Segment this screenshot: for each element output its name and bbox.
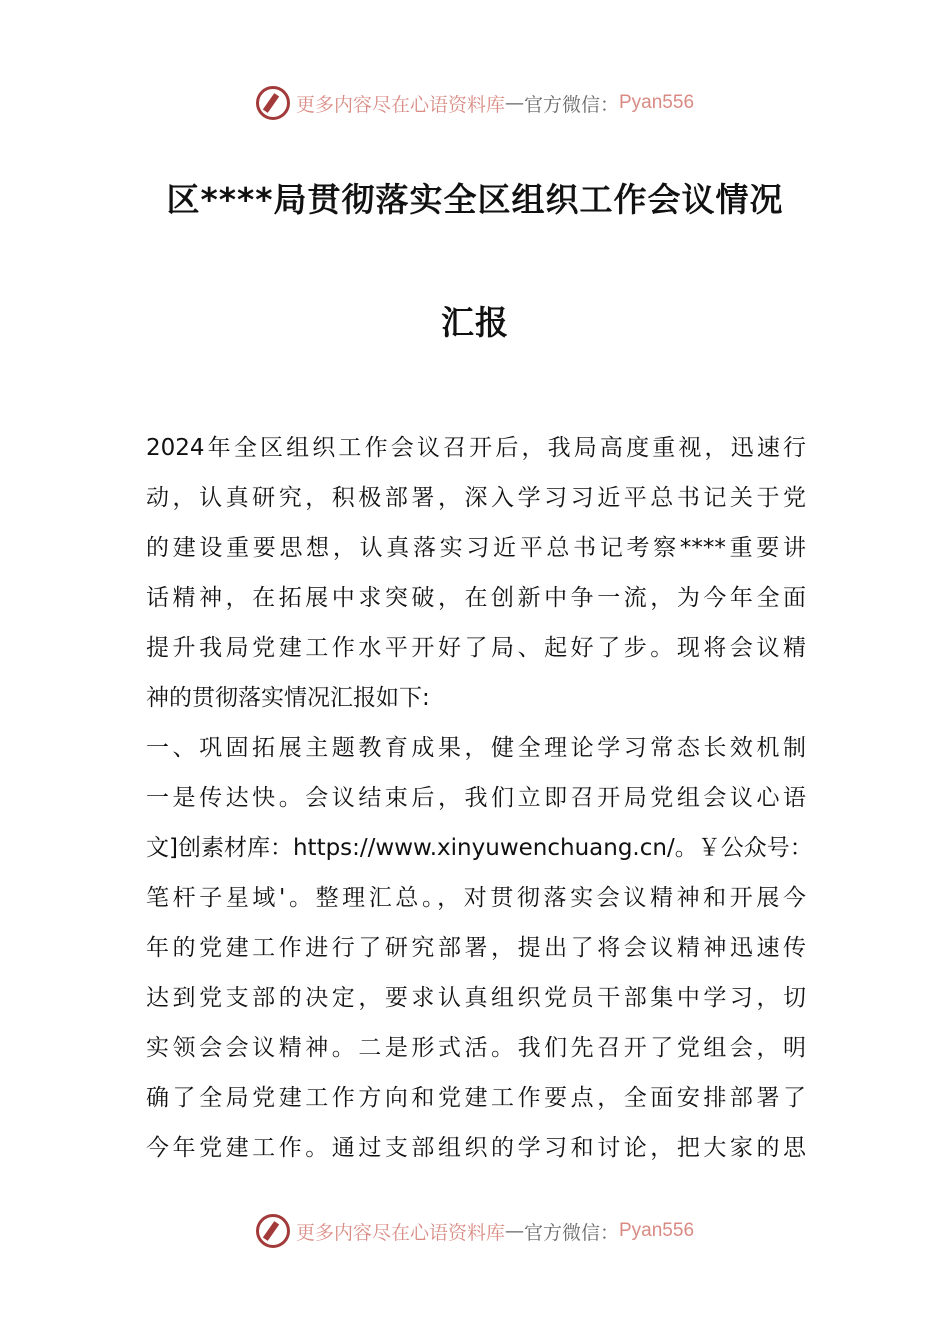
body-line: 的建设重要思想，认真落实习近平总书记考察****重要讲 xyxy=(146,535,806,561)
body-line: 今年党建工作。通过支部组织的学习和讨论，把大家的思 xyxy=(146,1135,806,1161)
body-line: 神的贯彻落实情况汇报如下: xyxy=(146,685,430,711)
watermark-wechat-id: Pyan556 xyxy=(619,92,695,113)
watermark-wechat-label: 官方微信： xyxy=(523,1221,619,1244)
pen-logo-icon xyxy=(256,86,290,120)
body-line: 动，认真研究，积极部署，深入学习习近平总书记关于党 xyxy=(146,485,806,511)
document-title: 区****局贯彻落实全区组织工作会议情况 xyxy=(166,180,784,219)
body-line: 达到党支部的决定，要求认真组织党员干部集中学习，切 xyxy=(146,985,806,1011)
body-line: 笔杆子星域'。整理汇总。，对贯彻落实会议精神和开展今 xyxy=(146,885,806,911)
watermark-wechat-label: 官方微信： xyxy=(523,93,619,116)
document-title-line2: 汇报 xyxy=(441,303,509,342)
watermark-site: 更多内容尽在心语资料库 xyxy=(295,1221,505,1244)
pen-logo-icon xyxy=(256,1214,290,1248)
body-line: 2024年全区组织工作会议召开后，我局高度重视，迅速行 xyxy=(146,435,806,461)
body-line: 文]创素材库：https://www.xinyuwenchuang.cn/。￥公众号： xyxy=(146,835,813,861)
section-heading: 一、巩固拓展主题教育成果，健全理论学习常态长效机制 xyxy=(146,735,806,761)
header-watermark xyxy=(0,83,950,123)
body-line: 提升我局党建工作水平开好了局、起好了步。现将会议精 xyxy=(146,635,806,661)
document-body xyxy=(146,428,813,1178)
watermark-wechat-id: Pyan556 xyxy=(619,1220,695,1241)
watermark-separator: — xyxy=(504,1220,524,1242)
footer-watermark xyxy=(0,1211,950,1251)
body-line: 一是传达快。会议结束后，我们立即召开局党组会议心语 xyxy=(146,785,806,811)
body-line: 确了全局党建工作方向和党建工作要点，全面安排部署了 xyxy=(146,1085,806,1111)
watermark-site: 更多内容尽在心语资料库 xyxy=(295,93,505,116)
body-line: 年的党建工作进行了研究部署，提出了将会议精神迅速传 xyxy=(146,935,806,961)
body-line: 实领会会议精神。二是形式活。我们先召开了党组会，明 xyxy=(146,1035,806,1061)
body-line: 话精神，在拓展中求突破，在创新中争一流，为今年全面 xyxy=(146,585,806,611)
watermark-separator: — xyxy=(504,92,524,114)
